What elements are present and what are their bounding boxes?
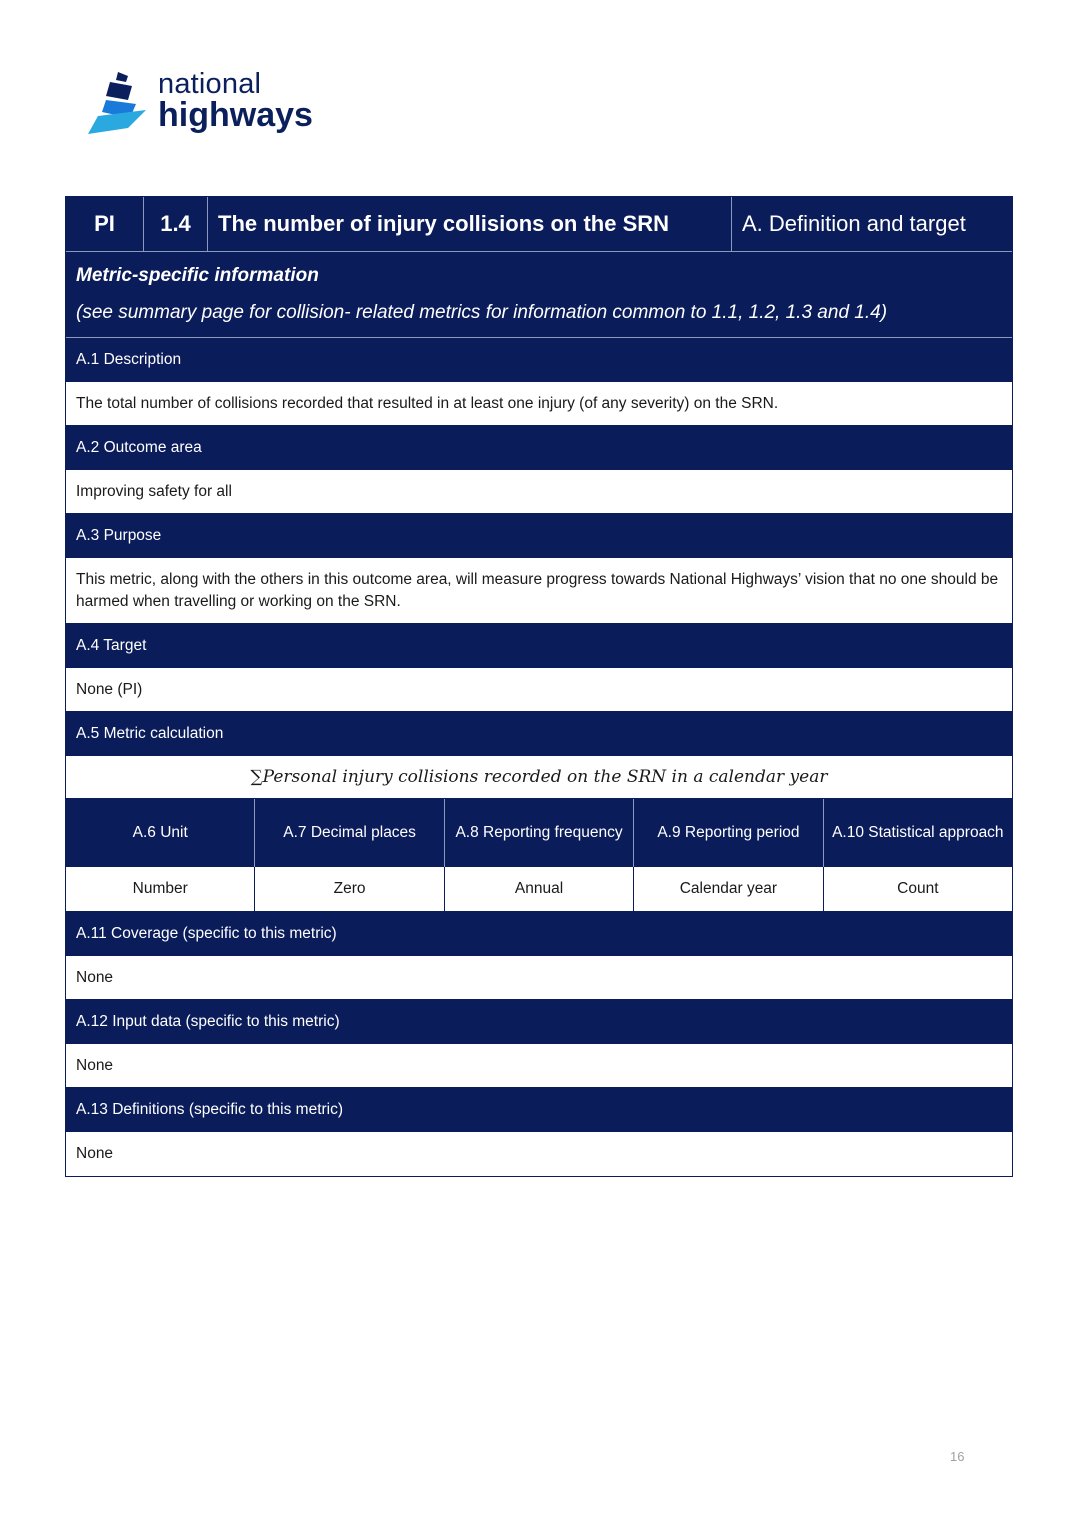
a3-label: A.3 Purpose: [66, 514, 1012, 558]
section-title: A. Definition and target: [742, 211, 966, 236]
page-number: 16: [950, 1449, 965, 1464]
a4-value: None (PI): [66, 668, 1012, 712]
a13-value: None: [66, 1132, 1012, 1176]
grid-value-decimal-places: Zero: [254, 867, 443, 911]
logo-text-national: national: [158, 68, 262, 100]
grid-value-reporting-period: Calendar year: [633, 867, 822, 911]
grid-value-unit: Number: [132, 880, 188, 897]
metric-info-note: (see summary page for collision- related metrics for information common to 1.1, 1.2, 1.3 and 1.4): [76, 302, 888, 323]
metric-formula: [66, 756, 1012, 799]
metric-number: 1.4: [144, 197, 208, 251]
metric-title: The number of injury collisions on the SRN: [208, 197, 732, 251]
a12-value: None: [66, 1044, 1012, 1088]
metric-table: [65, 196, 1013, 1177]
attributes-header-row: [66, 799, 1012, 867]
a2-value: Improving safety for all: [66, 470, 1012, 514]
national-highways-logo: [88, 68, 318, 138]
a11-value: None: [66, 956, 1012, 1000]
a1-label: A.1 Description: [66, 338, 1012, 382]
table-header: [66, 197, 1012, 252]
grid-header-statistical-approach: A.10 Statistical approach: [823, 799, 1012, 867]
a5-label: A.5 Metric calculation: [66, 712, 1012, 756]
metric-info-block: [66, 252, 1012, 338]
formula-text: Personal injury collisions recorded on the SRN in a calendar year: [262, 767, 828, 787]
metric-type: PI: [66, 197, 144, 251]
logo-text-highways: highways: [158, 96, 313, 134]
grid-header-reporting-period: A.9 Reporting period: [633, 799, 822, 867]
a3-value: This metric, along with the others in this outcome area, will measure progress towards National Highways’ vision that no one should be harmed when travelling or working on the SRN.: [66, 558, 1012, 624]
grid-header-decimal-places: A.7 Decimal places: [254, 799, 443, 867]
grid-header-unit: A.6 Unit: [132, 824, 188, 841]
a12-label: A.12 Input data (specific to this metric): [66, 1000, 1012, 1044]
a13-label: A.13 Definitions (specific to this metric): [66, 1088, 1012, 1132]
metric-info-heading: Metric-specific information: [76, 265, 319, 286]
a4-label: A.4 Target: [66, 624, 1012, 668]
sigma-symbol: ∑: [250, 767, 263, 787]
national-highways-logo-icon: [88, 70, 154, 136]
grid-header-reporting-frequency: A.8 Reporting frequency: [444, 799, 633, 867]
grid-value-statistical-approach: Count: [823, 867, 1012, 911]
a1-value: The total number of collisions recorded that resulted in at least one injury (of any severity) on the SRN.: [66, 382, 1012, 426]
attributes-value-row: [66, 867, 1012, 912]
a2-label: A.2 Outcome area: [66, 426, 1012, 470]
a11-label: A.11 Coverage (specific to this metric): [66, 912, 1012, 956]
grid-value-reporting-frequency: Annual: [444, 867, 633, 911]
